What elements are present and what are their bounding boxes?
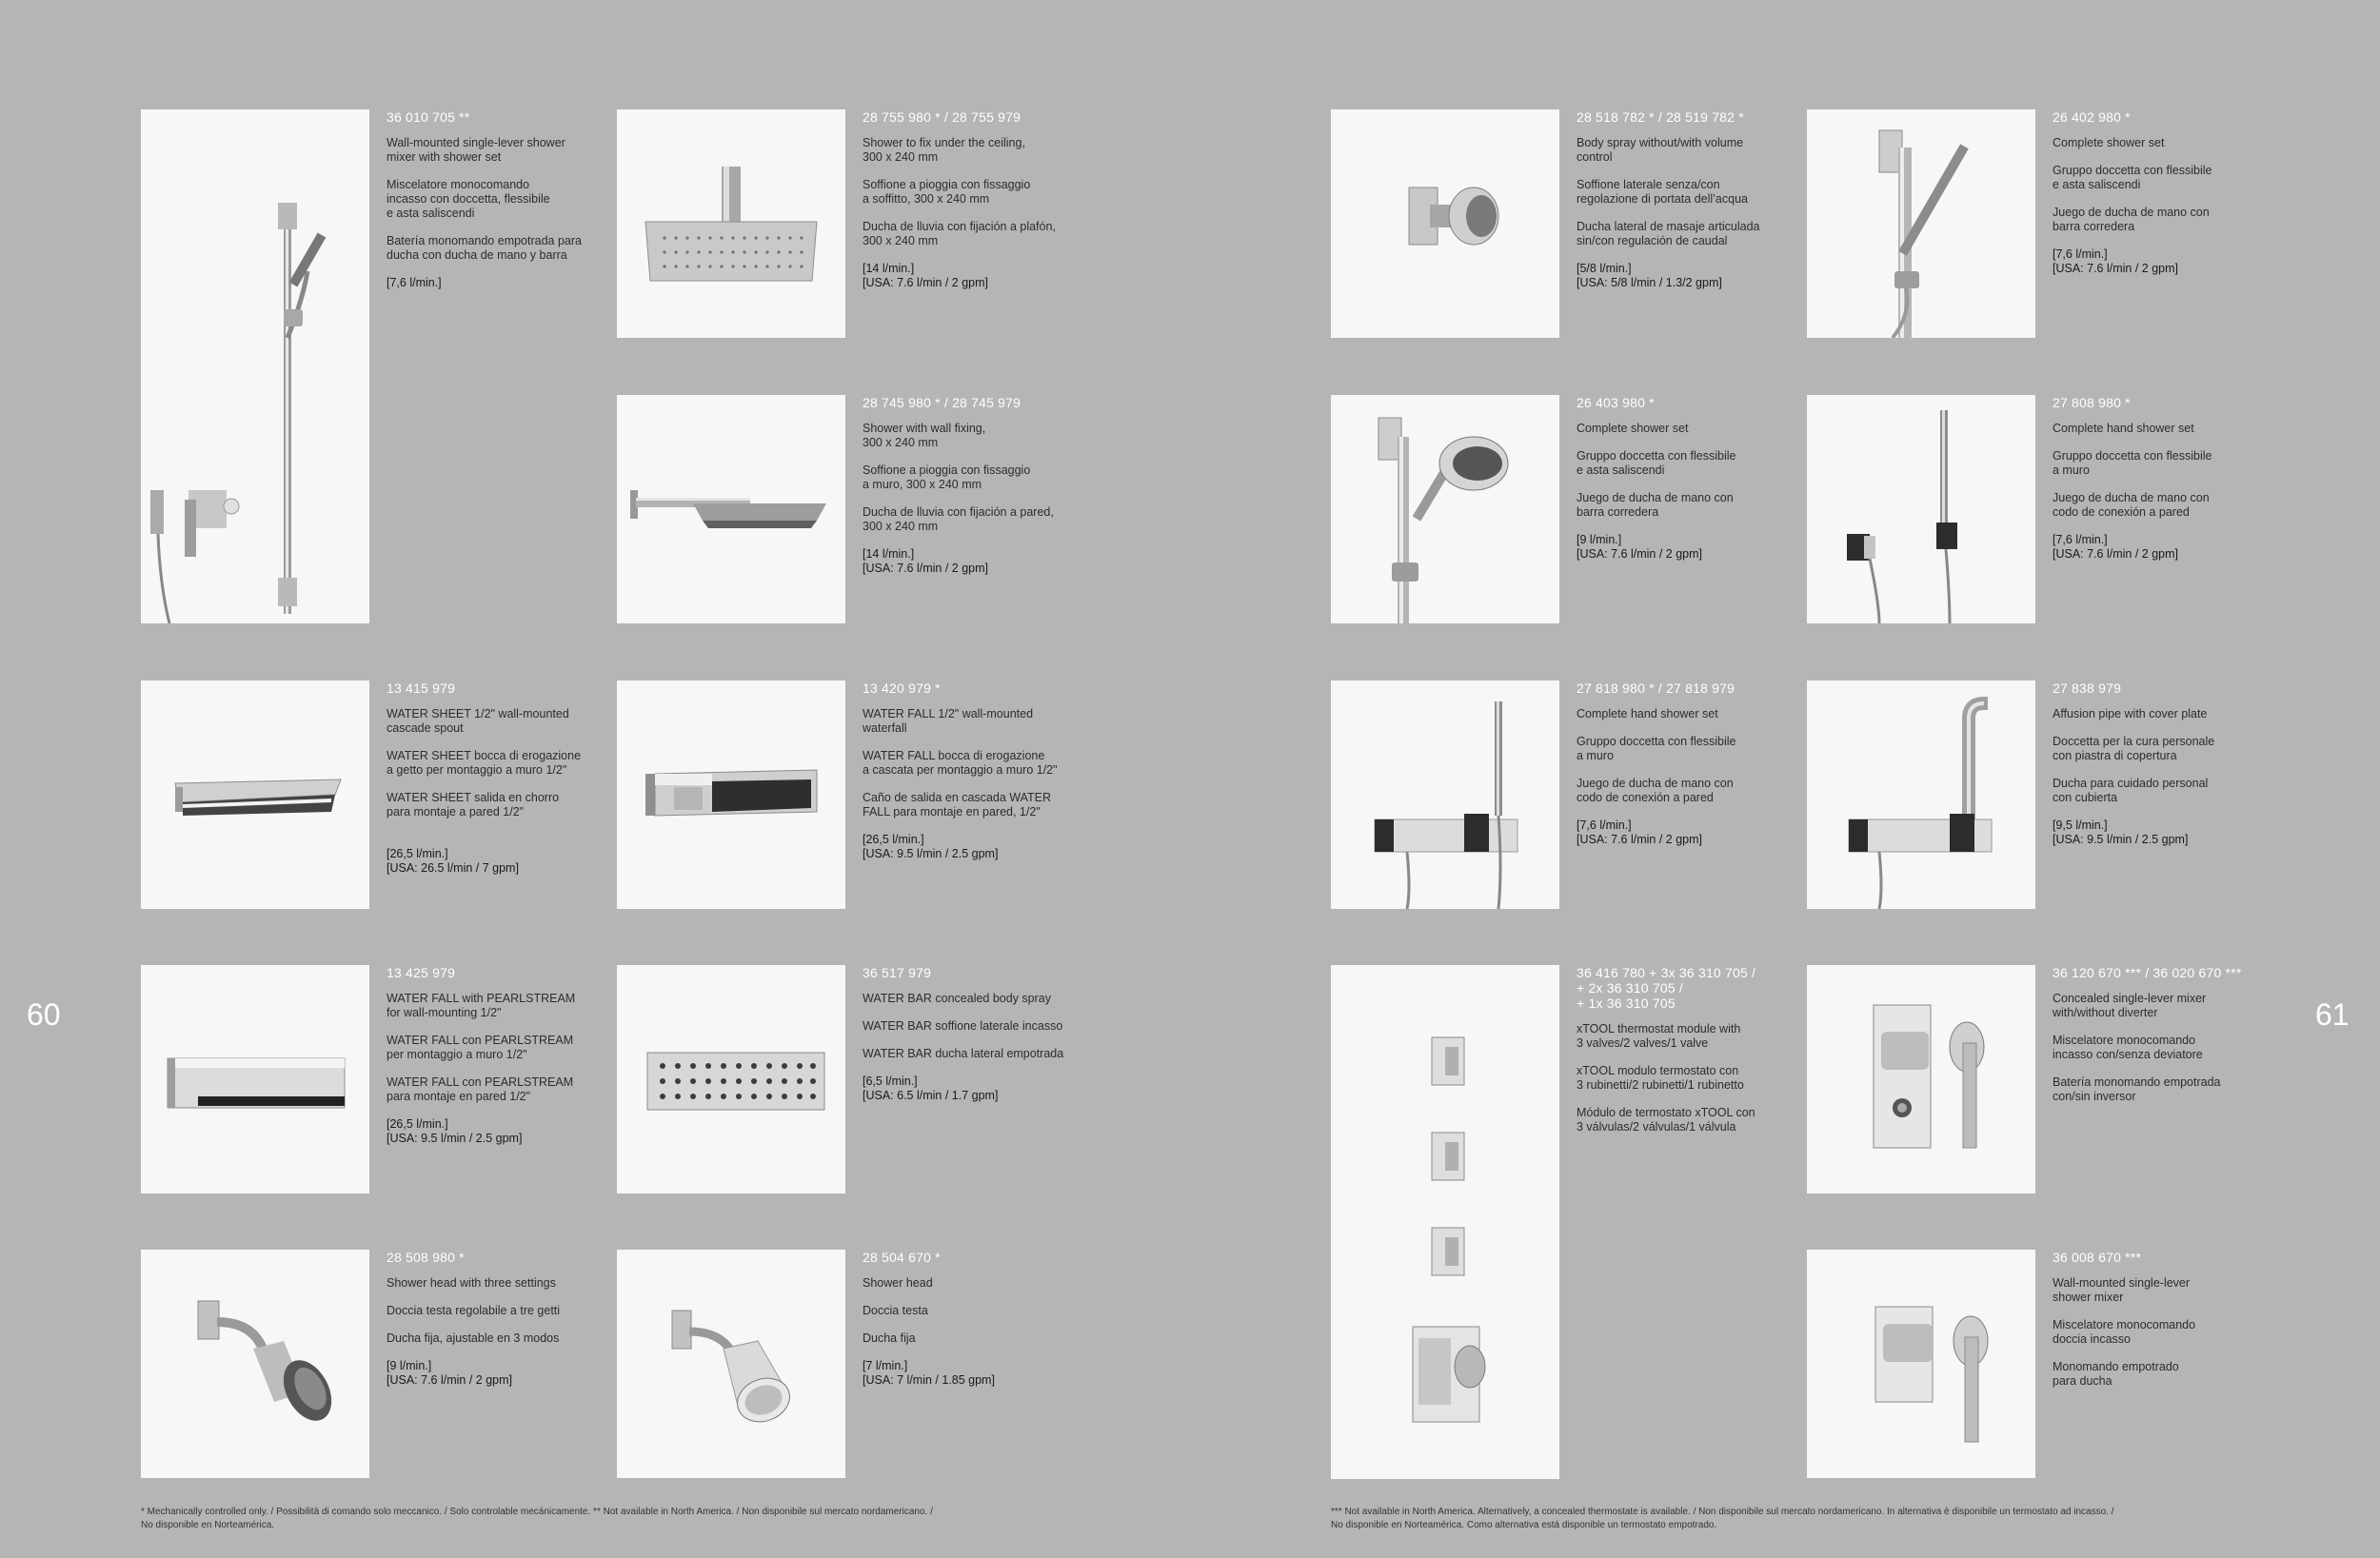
product-code: 36 416 780 + 3x 36 310 705 / + 2x 36 310 705 / + 1x 36 310 705 — [1577, 965, 1756, 1011]
product-code: 28 508 980 * — [387, 1250, 465, 1265]
desc-en: WATER BAR concealed body spray — [863, 992, 1051, 1005]
water-bar-icon — [617, 965, 845, 1193]
flow-rate: [7,6 l/min.] — [387, 276, 442, 289]
product-code: 28 755 980 * / 28 755 979 — [863, 109, 1021, 125]
flow-rate: [7,6 l/min.] [USA: 7.6 l/min / 2 gpm] — [2053, 247, 2178, 275]
desc-en: Shower head — [863, 1276, 933, 1290]
flow-rate: [26,5 l/min.] [USA: 9.5 l/min / 2.5 gpm] — [863, 833, 999, 860]
product-code: 27 818 980 * / 27 818 979 — [1577, 680, 1735, 696]
ceiling-shower-icon — [617, 109, 845, 338]
desc-it: Soffione a pioggia con fissaggio a muro, 300 x 240 mm — [863, 463, 1031, 491]
flow-rate: [7,6 l/min.] [USA: 7.6 l/min / 2 gpm] — [2053, 533, 2178, 561]
desc-en: Complete shower set — [1577, 422, 1689, 435]
affusion-pipe-icon — [1807, 680, 2035, 909]
desc-es: Ducha fija, ajustable en 3 modos — [387, 1331, 560, 1345]
desc-it: Gruppo doccetta con flessibile e asta saliscendi — [2053, 164, 2212, 191]
desc-es: Ducha para cuidado personal con cubierta — [2053, 777, 2209, 804]
hand-shower-plate-icon — [1331, 680, 1559, 909]
product-code: 27 838 979 — [2053, 680, 2122, 696]
desc-en: Affusion pipe with cover plate — [2053, 707, 2208, 720]
wall-mixer-icon — [1807, 1250, 2035, 1478]
desc-en: xTOOL thermostat module with 3 valves/2 valves/1 valve — [1577, 1022, 1741, 1050]
water-fall-pearlstream-icon — [141, 965, 369, 1193]
desc-it: WATER SHEET bocca di erogazione a getto per montaggio a muro 1/2" — [387, 749, 582, 777]
desc-en: Body spray without/with volume control — [1577, 136, 1744, 164]
product-code: 26 402 980 * — [2053, 109, 2131, 125]
desc-en: Complete hand shower set — [1577, 707, 1718, 720]
desc-es: Juego de ducha de mano con codo de conexión a pared — [1577, 777, 1734, 804]
product-code: 26 403 980 * — [1577, 395, 1655, 410]
flow-rate: [26,5 l/min.] [USA: 26.5 l/min / 7 gpm] — [387, 847, 519, 875]
desc-en: Complete hand shower set — [2053, 422, 2194, 435]
footnote-right: *** Not available in North America. Alternatively, a concealed thermostate is available. / Non disponibile sul mercato nordamericano. In alternativa è disponibile un termostato ad incasso. / No disponible en Norteamérica. Como alternativa está disponible un termostato empotrado. — [1331, 1507, 2114, 1530]
desc-it: Doccetta per la cura personale con piastra di copertura — [2053, 735, 2215, 762]
desc-en: Shower with wall fixing, 300 x 240 mm — [863, 422, 986, 449]
desc-es: WATER FALL con PEARLSTREAM para montaje en pared 1/2" — [387, 1075, 574, 1103]
page-number-left: 60 — [27, 997, 61, 1032]
desc-es: WATER BAR ducha lateral empotrada — [863, 1047, 1064, 1060]
water-sheet-spout-icon — [141, 680, 369, 909]
product-code: 36 517 979 — [863, 965, 932, 980]
body-spray-icon — [1331, 109, 1559, 338]
shower-set-icon — [141, 109, 369, 623]
desc-en: Shower head with three settings — [387, 1276, 556, 1290]
desc-en: WATER FALL with PEARLSTREAM for wall-mounting 1/2" — [387, 992, 576, 1019]
desc-es: Monomando empotrado para ducha — [2053, 1360, 2179, 1388]
desc-es: Batería monomando empotrada con/sin inversor — [2053, 1075, 2221, 1103]
desc-it: WATER FALL con PEARLSTREAM per montaggio a muro 1/2" — [387, 1034, 574, 1061]
desc-es: Ducha de lluvia con fijación a pared, 300 x 240 mm — [863, 505, 1054, 533]
flow-rate: [9 l/min.] [USA: 7.6 l/min / 2 gpm] — [1577, 533, 1702, 561]
desc-it: xTOOL modulo termostato con 3 rubinetti/2 rubinetti/1 rubinetto — [1577, 1064, 1744, 1092]
flow-rate: [26,5 l/min.] [USA: 9.5 l/min / 2.5 gpm] — [387, 1117, 523, 1145]
flow-rate: [14 l/min.] [USA: 7.6 l/min / 2 gpm] — [863, 547, 988, 575]
product-code: 13 415 979 — [387, 680, 456, 696]
desc-it: Miscelatore monocomando doccia incasso — [2053, 1318, 2196, 1346]
product-code: 13 420 979 * — [863, 680, 941, 696]
desc-it: Miscelatore monocomando incasso con doccetta, flessibile e asta saliscendi — [387, 178, 550, 220]
desc-en: Shower to fix under the ceiling, 300 x 240 mm — [863, 136, 1025, 164]
desc-en: Concealed single-lever mixer with/without diverter — [2053, 992, 2207, 1019]
hand-shower-bar-icon — [1807, 109, 2035, 338]
desc-it: WATER FALL bocca di erogazione a cascata per montaggio a muro 1/2" — [863, 749, 1058, 777]
shower-head-adjustable-icon — [141, 1250, 369, 1478]
wall-rain-shower-icon — [617, 395, 845, 623]
desc-it: Soffione a pioggia con fissaggio a soffitto, 300 x 240 mm — [863, 178, 1031, 206]
product-code: 27 808 980 * — [2053, 395, 2131, 410]
water-fall-icon — [617, 680, 845, 909]
desc-en: Wall-mounted single-lever shower mixer — [2053, 1276, 2191, 1304]
xtool-thermostat-module-icon — [1331, 965, 1559, 1479]
flow-rate: [7,6 l/min.] [USA: 7.6 l/min / 2 gpm] — [1577, 818, 1702, 846]
product-code: 28 518 782 * / 28 519 782 * — [1577, 109, 1744, 125]
desc-it: Doccia testa — [863, 1304, 928, 1317]
product-code: 36 010 705 ** — [387, 109, 470, 125]
desc-it: Doccia testa regolabile a tre getti — [387, 1304, 561, 1317]
desc-es: Juego de ducha de mano con codo de conexión a pared — [2053, 491, 2210, 519]
desc-es: Caño de salida en cascada WATER FALL para montaje en pared, 1/2" — [863, 791, 1052, 818]
desc-it: WATER BAR soffione laterale incasso — [863, 1019, 1063, 1033]
desc-en: WATER SHEET 1/2" wall-mounted cascade spout — [387, 707, 569, 735]
desc-es: Ducha de lluvia con fijación a plafón, 300 x 240 mm — [863, 220, 1056, 247]
flow-rate: [14 l/min.] [USA: 7.6 l/min / 2 gpm] — [863, 262, 988, 289]
desc-it: Gruppo doccetta con flessibile a muro — [1577, 735, 1736, 762]
desc-it: Gruppo doccetta con flessibile a muro — [2053, 449, 2212, 477]
desc-es: Módulo de termostato xTOOL con 3 válvulas/2 válvulas/1 válvula — [1577, 1106, 1755, 1134]
desc-es: Juego de ducha de mano con barra corredera — [2053, 206, 2210, 233]
product-code: 28 504 670 * — [863, 1250, 941, 1265]
desc-it: Miscelatore monocomando incasso con/senza deviatore — [2053, 1034, 2203, 1061]
desc-en: Wall-mounted single-lever shower mixer with shower set — [387, 136, 565, 164]
product-code: 28 745 980 * / 28 745 979 — [863, 395, 1021, 410]
product-code: 13 425 979 — [387, 965, 456, 980]
flow-rate: [5/8 l/min.] [USA: 5/8 l/min / 1.3/2 gpm] — [1577, 262, 1722, 289]
hand-shower-set-icon — [1807, 395, 2035, 623]
flow-rate: [6,5 l/min.] [USA: 6.5 l/min / 1.7 gpm] — [863, 1075, 999, 1102]
desc-it: Gruppo doccetta con flessibile e asta saliscendi — [1577, 449, 1736, 477]
desc-es: Ducha fija — [863, 1331, 916, 1345]
round-shower-set-icon — [1331, 395, 1559, 623]
desc-it: Soffione laterale senza/con regolazione di portata dell’acqua — [1577, 178, 1748, 206]
product-code: 36 008 670 *** — [2053, 1250, 2142, 1265]
concealed-mixer-diverter-icon — [1807, 965, 2035, 1193]
flow-rate: [9,5 l/min.] [USA: 9.5 l/min / 2.5 gpm] — [2053, 818, 2189, 846]
shower-head-icon — [617, 1250, 845, 1478]
flow-rate: [7 l/min.] [USA: 7 l/min / 1.85 gpm] — [863, 1359, 995, 1387]
page-number-right: 61 — [2315, 997, 2350, 1032]
desc-en: WATER FALL 1/2" wall-mounted waterfall — [863, 707, 1034, 735]
product-code: 36 120 670 *** / 36 020 670 *** — [2053, 965, 2242, 980]
desc-es: Batería monomando empotrada para ducha con ducha de mano y barra — [387, 234, 582, 262]
desc-es: WATER SHEET salida en chorro para montaje a pared 1/2" — [387, 791, 560, 818]
footnote-left: * Mechanically controlled only. / Possibilità di comando solo meccanico. / Solo controlable mecánicamente. ** Not available in North America. / Non disponibile sul mercato nordamericano. / No disponible en Norteamérica. — [141, 1507, 933, 1530]
desc-es: Ducha lateral de masaje articulada sin/con regulación de caudal — [1577, 220, 1760, 247]
flow-rate: [9 l/min.] [USA: 7.6 l/min / 2 gpm] — [387, 1359, 512, 1387]
desc-en: Complete shower set — [2053, 136, 2165, 149]
desc-es: Juego de ducha de mano con barra corredera — [1577, 491, 1734, 519]
